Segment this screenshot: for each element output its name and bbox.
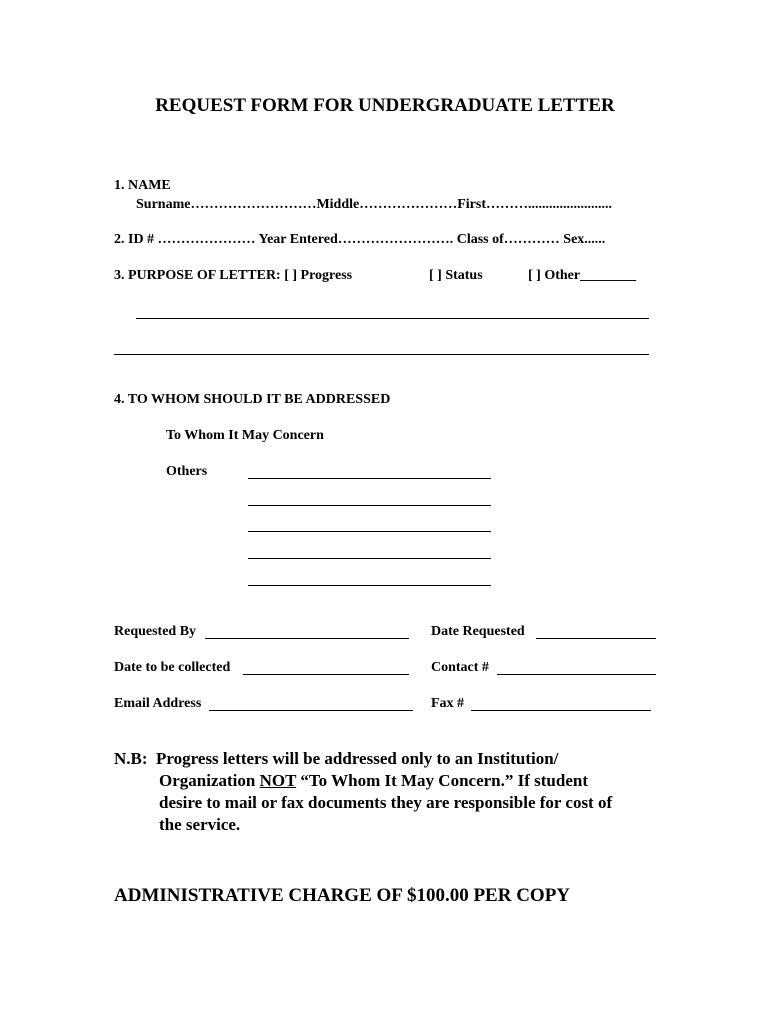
others-line-1[interactable] [248,478,491,479]
purpose-progress-checkbox[interactable]: 3. PURPOSE OF LETTER: [ ] Progress [114,268,353,283]
contact-line[interactable] [497,674,656,675]
date-requested-line[interactable] [536,638,656,639]
requested-by-line[interactable] [205,638,409,639]
email-address-label: Email Address [114,696,202,711]
date-to-be-collected-line[interactable] [243,674,409,675]
others-line-4[interactable] [248,558,491,559]
others-line-2[interactable] [248,505,491,506]
fax-label: Fax # [431,696,465,711]
addressee-section-label: 4. TO WHOM SHOULD IT BE ADDRESSED [114,392,391,407]
note-line-4: the service. [159,815,241,834]
date-requested-label: Date Requested [431,624,525,639]
others-line-5[interactable] [248,585,491,586]
purpose-status-checkbox[interactable]: [ ] Status [429,268,483,283]
id-year-class-sex-fields[interactable]: 2. ID # ………………… Year Entered……………………. Class of………… Sex...... [114,232,606,247]
contact-label: Contact # [431,660,489,675]
administrative-charge: ADMINISTRATIVE CHARGE OF $100.00 PER COPY [114,885,571,906]
others-label: Others [166,464,208,479]
others-line-3[interactable] [248,531,491,532]
to-whom-it-may-concern-option: To Whom It May Concern [166,428,324,443]
name-fields[interactable]: Surname………………………Middle…………………First………........................ [136,197,612,212]
purpose-other-checkbox[interactable]: [ ] Other________ [528,268,637,283]
fax-line[interactable] [471,710,651,711]
note-block [114,748,612,836]
note-line-1: Progress letters will be addressed only to an Institution/ [156,749,559,768]
note-prefix: N.B: [114,749,148,768]
purpose-blank-line-2[interactable] [114,354,649,355]
note-line-2b: “To Whom It May Concern.” If student [296,771,588,790]
date-to-be-collected-label: Date to be collected [114,660,231,675]
email-address-line[interactable] [209,710,413,711]
form-title: REQUEST FORM FOR UNDERGRADUATE LETTER [155,95,615,116]
purpose-blank-line-1[interactable] [136,318,649,319]
name-section-label: 1. NAME [114,178,171,193]
requested-by-label: Requested By [114,624,197,639]
note-line-3: desire to mail or fax documents they are responsible for cost of [159,793,613,812]
note-not-emphasis: NOT [259,771,297,790]
note-line-2a: Organization [159,771,260,790]
